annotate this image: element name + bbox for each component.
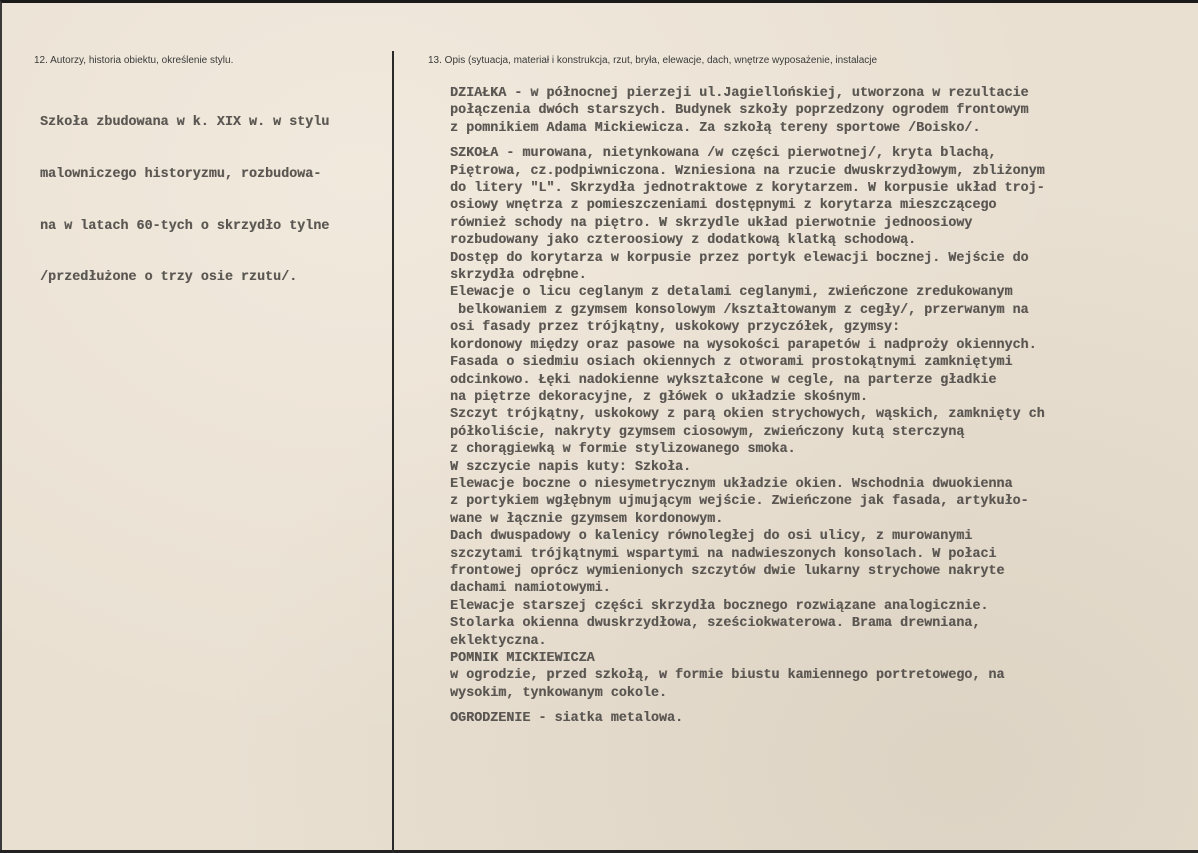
paragraph-gap [450, 702, 1045, 710]
text-line: Elewacje starszej części skrzydła bocznego rozwiązane analogicznie. [450, 598, 989, 614]
text-line: Piętrowa, cz.podpiwniczona. Wzniesiona na rzucie dwuskrzydłowym, zbliżonym [450, 163, 1045, 179]
text-line: POMNIK MICKIEWICZA [450, 651, 595, 666]
section-12-header: 12. Autorzy, historia obiektu, określenie stylu. [34, 55, 234, 66]
text-line: Szkoła zbudowana w k. XIX w. w stylu [40, 115, 330, 131]
text-line: półkoliście, nakryty gzymsem ciosowym, zwieńczony kutą sterczyną [450, 424, 965, 440]
text-line: Elewacje boczne o niesymetrycznym układzie okien. Wschodnia dwuokienna [450, 476, 1013, 492]
text-line: z chorągiewką w formie stylizowanego smoka. [450, 442, 796, 458]
text-line: belkowaniem z gzymsem konsolowym /kształtowanym z cegły/, przerwanym na [450, 302, 1029, 318]
text-line: osi fasady przez trójkątny, uskokowy przyczółek, gzymsy: [450, 320, 900, 336]
column-divider [392, 51, 394, 853]
section-12-text [40, 80, 329, 321]
text-line: malowniczego historyzmu, rozbudowa- [40, 167, 322, 183]
text-line: połączenia dwóch starszych. Budynek szkoły poprzedzony ogrodem frontowym [450, 103, 1029, 119]
text-line: Dostęp do korytarza w korpusie przez portyk elewacji bocznej. Wejście do [450, 250, 1029, 266]
text-line: OGRODZENIE - siatka metalowa. [450, 711, 684, 727]
paragraph-gap [450, 137, 1045, 145]
text-line: DZIAŁKA - w północnej pierzeji ul.Jagiellońskiej, utworzona w rezultacie [450, 86, 1029, 101]
text-line: eklektyczna. [450, 633, 547, 649]
text-line: również schody na piętro. W skrzydle układ pierwotnie jednoosiowy [450, 215, 973, 231]
text-line: szczytami trójkątnymi wspartymi na nadwieszonych konsolach. W połaci [450, 546, 997, 562]
text-line: na w latach 60-tych o skrzydło tylne [40, 218, 330, 234]
text-line: skrzydła odrębne. [450, 268, 587, 284]
text-line: kordonowy między oraz pasowe na wysokości parapetów i nadproży okiennych. [450, 337, 1037, 353]
section-13-header: 13. Opis (sytuacja, materiał i konstrukcja, rzut, bryła, elewacje, dach, wnętrze wyposażenie, instalacje [428, 55, 878, 66]
text-line: Stolarka okienna dwuskrzydłowa, sześciokwaterowa. Brama drewniana, [450, 616, 981, 632]
text-line: Szczyt trójkątny, uskokowy z parą okien strychowych, wąskich, zamknięty ch [450, 407, 1045, 423]
text-line: odcinkowo. Łęki nadokienne wykształcone w cegle, na parterze gładkie [450, 372, 997, 388]
text-line: do litery "L". Skrzydła jednotraktowe z korytarzem. W korpusie układ troj- [450, 181, 1045, 197]
text-line: Dach dwuspadowy o kalenicy równoległej do osi ulicy, z murowanymi [450, 529, 973, 545]
text-line: dachami namiotowymi. [450, 581, 611, 597]
section-13-text [450, 85, 1045, 728]
text-line: z pomnikiem Adama Mickiewicza. Za szkołą tereny sportowe /Boisko/. [450, 120, 981, 136]
text-line: wane w łącznie gzymsem kordonowym. [450, 511, 724, 527]
text-line: rozbudowany jako czteroosiowy z dodatkową klatką schodową. [450, 233, 917, 249]
text-line: Elewacje o licu ceglanym z detalami ceglanymi, zwieńczone zredukowanym [450, 285, 1013, 301]
text-line: wysokim, tynkowanym cokole. [450, 685, 667, 701]
text-line: w ogrodzie, przed szkołą, w formie biustu kamiennego portretowego, na [450, 668, 1005, 684]
text-line: SZKOŁA - murowana, nietynkowana /w części pierwotnej/, kryta blachą, [450, 146, 997, 162]
text-line: na piętrze dekoracyjne, z główek o układzie skośnym. [450, 389, 868, 405]
text-line: frontowej oprócz wymienionych szczytów dwie lukarny strychowe nakryte [450, 563, 1005, 579]
text-line: z portykiem wgłębnym ujmującym wejście. Zwieńczone jak fasada, artykuło- [450, 494, 1029, 510]
text-line: osiowy wnętrza z pomieszczeniami dostępnymi z korytarza mieszczącego [450, 198, 997, 214]
text-line: Fasada o siedmiu osiach okiennych z otworami prostokątnymi zamkniętymi [450, 355, 1013, 371]
text-line: W szczycie napis kuty: Szkoła. [450, 459, 692, 475]
text-line: /przedłużone o trzy osie rzutu/. [40, 270, 298, 286]
